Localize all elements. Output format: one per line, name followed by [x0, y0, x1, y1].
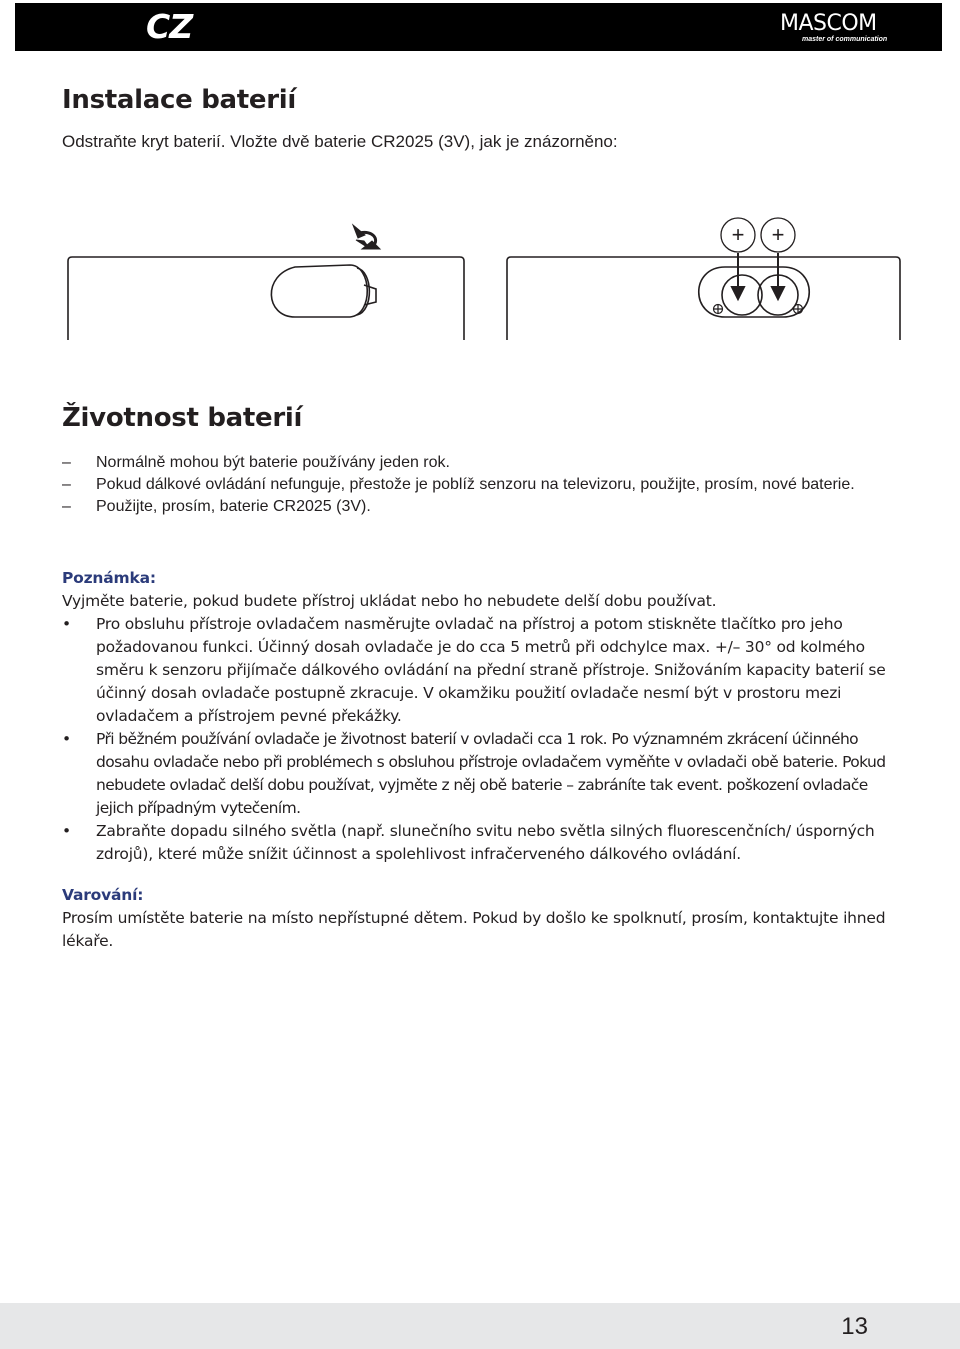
brand-name: MASCOM [780, 11, 877, 36]
warning-text: Prosím umístěte baterie na místo nepřístupné dětem. Pokud by došlo ke spolknutí, prosím, kontaktujte ihned lékaře. [62, 909, 886, 950]
rotate-arrow-icon [353, 225, 380, 249]
installation-instructions: Odstraňte kryt baterií. Vložte dvě baterie CR2025 (3V), jak je znázorněno: [62, 132, 618, 151]
section-title-installation: Instalace baterií [62, 85, 296, 115]
section-title-battery-life: Životnost baterií [62, 403, 303, 433]
battery-plus-label: + [731, 222, 745, 247]
bullet-marker: • [62, 822, 71, 840]
note-list [62, 613, 902, 866]
battery-plus-label: + [771, 222, 785, 247]
warning-section [62, 884, 902, 953]
language-code: CZ [146, 7, 193, 46]
battery-installation-illustration [0, 205, 960, 350]
footer-bar [0, 1303, 960, 1349]
note-text: Vyjměte baterie, pokud budete přístroj ukládat nebo ho nebudete delší dobu používat. [62, 592, 717, 610]
header-bar [15, 3, 942, 51]
list-item: • Při běžném používání ovladače je životnost baterií v ovladači cca 1 rok. Po významném zkrácení účinného dosahu ovladače nebo při problémech s obsluhou přístroje ovladačem vyměňte v ovladači obě baterie. Pokud nebudete ovladač delší dobu používat, vyjměte z něj obě baterie – zabráníte tak event. poškození ovladače jejich případným vytečením. [62, 730, 886, 817]
remote-cover-panel [68, 257, 464, 340]
dash-marker: – [62, 454, 71, 471]
list-item: • Pro obsluhu přístroje ovladačem nasměrujte ovladač na přístroj a potom stiskněte tlačítko pro jeho požadovanou funkci. Účinný dosah ovladače je do cca 5 metrů při odchylce max. +/– 30° od kolmého směru k senzoru přijímače dálkového ovládání na přední straně přístroje. Snižováním kapacity baterií se účinný dosah ovladače postupně zkracuje. V okamžiku použití ovladače nesmí být v prostoru mezi ovladačem a přístrojem pevné překážky. [62, 615, 886, 725]
list-item: – Pokud dálkové ovládání nefunguje, přestože je poblíž senzoru na televizoru, použijte, prosím, nové baterie. [62, 474, 902, 496]
battery-compartment-panel [507, 218, 900, 340]
dash-marker: – [62, 498, 71, 515]
battery-life-list [62, 452, 902, 518]
dash-marker: – [62, 476, 71, 493]
bullet-marker: • [62, 615, 71, 633]
brand-logo [780, 11, 900, 45]
note-label: Poznámka: [62, 569, 156, 587]
battery-cover [271, 265, 376, 317]
note-section [62, 567, 902, 866]
bullet-marker: • [62, 730, 71, 748]
list-item: • Zabraňte dopadu silného světla (např. slunečního svitu nebo světla silných fluorescenčních/ úsporných zdrojů), které může snížit účinnost a spolehlivost infračerveného dálkového ovládání. [62, 822, 875, 863]
list-item: – Normálně mohou být baterie používány jeden rok. [62, 452, 902, 474]
brand-tagline: master of communication [802, 36, 888, 43]
list-item: – Použijte, prosím, baterie CR2025 (3V). [62, 496, 902, 518]
page-number: 13 [841, 1313, 868, 1340]
warning-label: Varování: [62, 886, 144, 904]
